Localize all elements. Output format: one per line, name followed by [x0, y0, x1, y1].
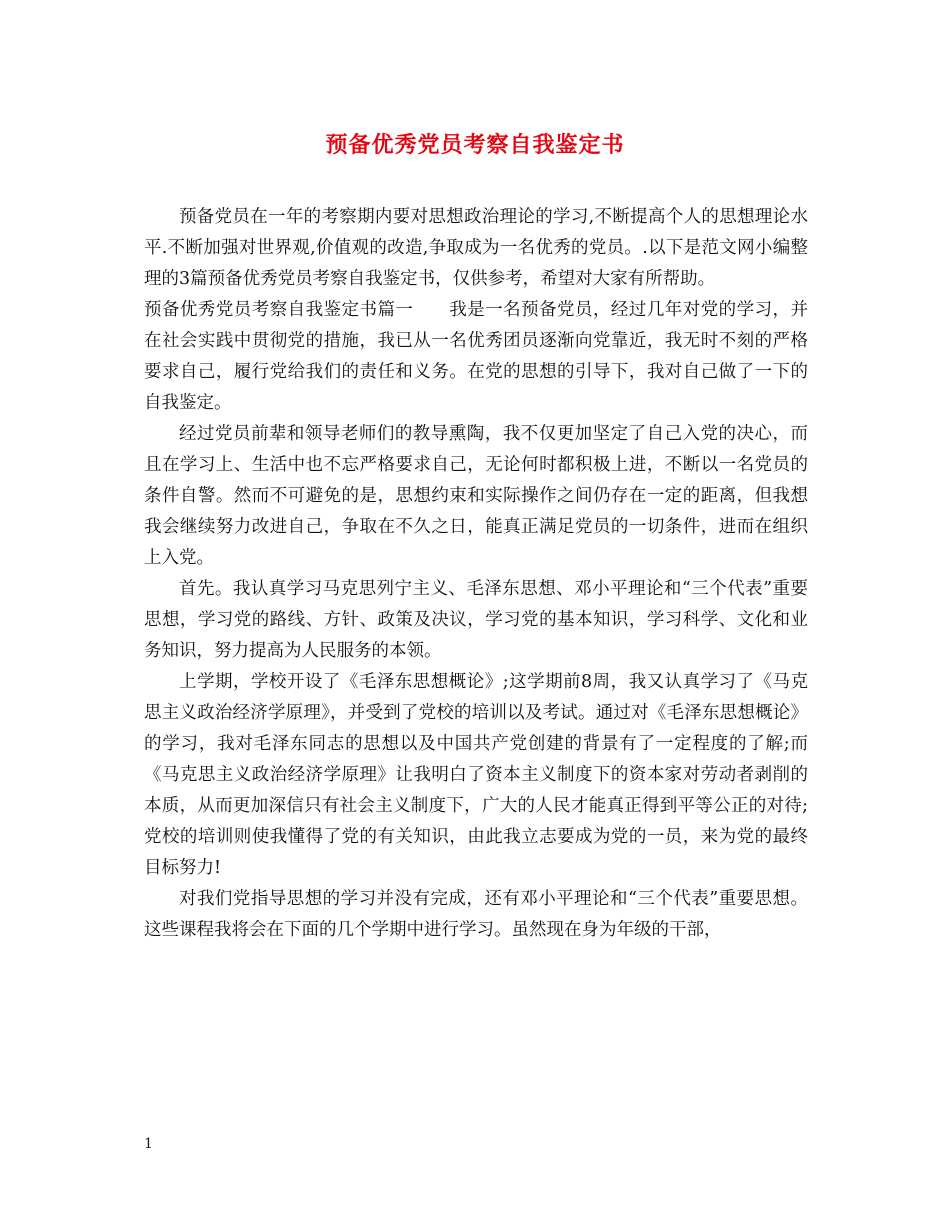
paragraph-courses: 上学期，学校开设了《毛泽东思想概论》;这学期前8周，我又认真学习了《马克思主义政治经济学原理》，并受到了党校的培训以及考试。通过对《毛泽东思想概论》的学习，我对毛泽东同志的思想以及中国共产党创建的背景有了一定程度的了解;而《马克思主义政治经济学原理》让我明白了资本主义制度下的资本家对劳动者剥削的本质，从而更加深信只有社会主义制度下，广大的人民才能真正得到平等公正的对待;党校的培训则使我懂得了党的有关知识，由此我立志要成为党的一员，来为党的最终目标努力!	[144, 672, 808, 878]
paragraph-study-theory: 首先。我认真学习马克思列宁主义、毛泽东思想、邓小平理论和“三个代表”重要思想，学习党的路线、方针、政策及决议，学习党的基本知识，学习科学、文化和业务知识，努力提高为人民服务的本领。	[144, 579, 808, 661]
paragraph-teaching: 经过党员前辈和领导老师们的教导熏陶，我不仅更加坚定了自己入党的决心，而且在学习上、生活中也不忘严格要求自己，无论何时都积极上进，不断以一名党员的条件自警。然而不可避免的是，思想约束和实际操作之间仍存在一定的距离，但我想我会继续努力改进自己，争取在不久之日，能真正满足党员的一切条件，进而在组织上入党。	[144, 424, 808, 568]
paragraph-continued-study: 对我们党指导思想的学习并没有完成，还有邓小平理论和“三个代表”重要思想。这些课程我将会在下面的几个学期中进行学习。虽然现在身为年级的干部，	[144, 889, 808, 940]
document-title: 预备优秀党员考察自我鉴定书	[325, 132, 625, 158]
paragraph-section-one: 预备优秀党员考察自我鉴定书篇一 我是一名预备党员，经过几年对党的学习，并在社会实践中贯彻党的措施，我已从一名优秀团员逐渐向党靠近，我无时不刻的严格要求自己，履行党给我们的责任和义务。在党的思想的引导下，我对自己做了一下的自我鉴定。	[144, 300, 808, 413]
paragraph-intro: 预备党员在一年的考察期内要对思想政治理论的学习,不断提高个人的思想理论水平.不断加强对世界观,价值观的改造,争取成为一名优秀的党员。.以下是范文网小编整理的3篇预备优秀党员考察自我鉴定书，仅供参考，希望对大家有所帮助。	[144, 207, 808, 289]
document-body	[144, 202, 808, 946]
page-number: 1	[144, 1136, 153, 1152]
